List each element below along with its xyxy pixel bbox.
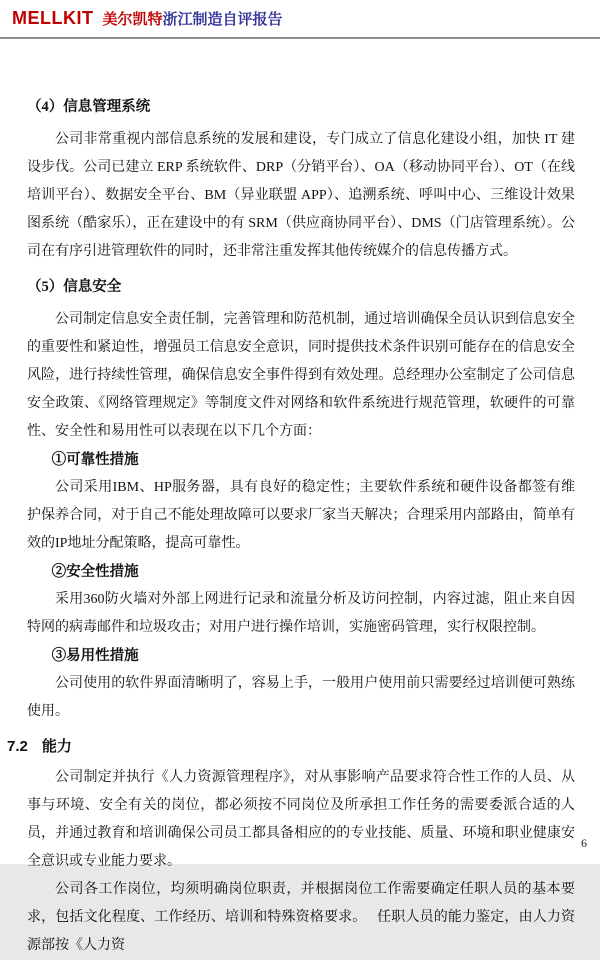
- header-doc-title: 浙江制造自评报告: [162, 12, 283, 28]
- paragraph-capability-2: 公司各工作岗位，均须明确岗位职责，并根据岗位工作需要确定任职人员的基本要求，包括文化程度、工作经历、培训和特殊资格要求。 任职人员的能力鉴定，由人力资源部按《人力资: [27, 882, 575, 953]
- page-number: 6: [581, 836, 587, 850]
- paragraph-info-security: 公司制定信息安全责任制，完善管理和防范机制，通过培训确保全员认识到信息安全的重要性和紧迫性，增强员工信息安全意识，同时提供技术条件识别可能存在的信息安全风险，进行持续性管理，确保信息安全事件得到有效处理。总经理办公室制定了公司信息安全政策、《网络管理规定》等制度文件对网络和软件系统进行规范管理，软硬件的可靠性、安全性和易用性可以表现在以下几个方面：: [27, 312, 575, 439]
- paragraph-safety-measures: 采用360防火墙对外部上网进行记录和流量分析及访问控制，内容过滤，阻止来自因特网的病毒邮件和垃圾攻击；对用户进行操作培训，实施密码管理，实行权限控制。: [27, 592, 575, 635]
- brand-chinese-name: 美尔凯特: [102, 12, 163, 28]
- brand-logo-text: MELLKIT: [12, 8, 94, 28]
- paragraph-capability-1: 公司制定并执行《人力资源管理程序》，对从事影响产品要求符合性工作的人员、从事与环境、安全有关的岗位，都必须按不同岗位及所承担工作任务的需要委派合适的人员，并通过教育和培训确保公司员工都具备相应的的专业技能、质量、环境和职业健康安全意识或专业能力要求。: [27, 770, 575, 869]
- section-heading-capability: [7, 734, 575, 760]
- section-heading-info-systems: （4）信息管理系统: [27, 99, 151, 115]
- subheading-reliability-measures: ①可靠性措施: [51, 452, 139, 468]
- paragraph-usability-measures: 公司使用的软件界面清晰明了，容易上手，一般用户使用前只需要经过培训便可熟练使用。: [27, 676, 575, 719]
- subheading-safety-measures: ②安全性措施: [51, 564, 139, 580]
- section-title: 能力: [41, 738, 72, 755]
- paragraph-reliability-measures: 公司采用IBM、HP服务器，具有良好的稳定性；主要软件系统和硬件设备都签有维护保养合同，对于自己不能处理故障可以要求厂家当天解决；合理采用内部路由，简单有效的IP地址分配策略，提高可靠性。: [27, 480, 575, 551]
- section-number: 7.2: [7, 738, 28, 755]
- paragraph-info-systems: 公司非常重视内部信息系统的发展和建设，专门成立了信息化建设小组，加快 IT 建设步伐。公司已建立 ERP 系统软件、DRP（分销平台）、OA（移动协同平台）、OT（在线培训平台）、数据安全平台、BM（异业联盟 APP）、追溯系统、呼叫中心、三维设计效果图系统（酷家乐），正在建设中的有 SRM（供应商协同平台）、DMS（门店管理系统）。公司在有序引进管理软件的同时，还非常注重发挥其他传统媒介的信息传播方式。: [27, 132, 575, 259]
- subheading-usability-measures: ③易用性措施: [51, 648, 139, 664]
- page-header: [0, 0, 600, 39]
- section-heading-info-security: （5）信息安全: [27, 279, 122, 295]
- document-body: [7, 96, 575, 960]
